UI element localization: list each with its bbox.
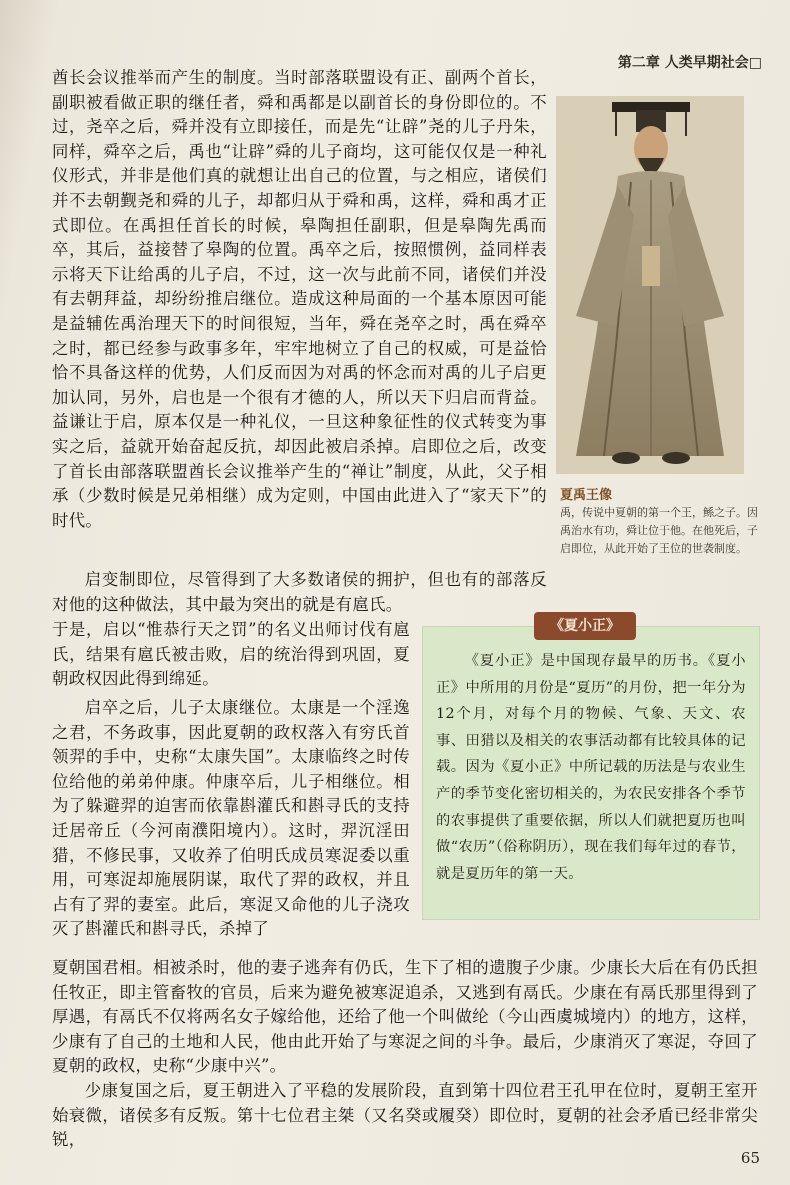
paragraph-3-narrow: 启卒之后，儿子太康继位。太康是一个淫逸之君，不务政事，因此夏朝的政权落入有穷氏首领羿的手中，史称“太康失国”。太康临终之时传位给他的弟弟仲康。仲康卒后，儿子相继位。相为了躲避羿的迫害而依靠斟灌氏和斟寻氏的支持迁居帝丘（今河南濮阳境内）。这时，羿沉淫田猎，不修民事，又收养了伯明氏成员寒浞委以重用，可寒浞却施展阴谋，取代了羿的政权，并且占有了羿的妻室。此后，寒浞又命他的儿子浇攻灭了斟灌氏和斟寻氏，杀掉了 <box>52 698 410 939</box>
bottom-text-block <box>52 956 758 1153</box>
paragraph-3-full: 夏朝国君相。相被杀时，他的妻子逃奔有仍氏，生下了相的遗腹子少康。少康长大后在有仍氏担任牧正，即主管畜牧的官员，后来为避免被寒浞追杀，又逃到有鬲氏。少康在有鬲氏那里得到了厚遇，有鬲氏不仅将两名女子嫁给他，还给了他一个叫做纶（今山西虞城境内）的地方，这样，少康有了自己的土地和人民，他由此开始了与寒浞之间的斗争。最后，少康消灭了寒浞，夺回了夏朝的政权，史称“少康中兴”。 <box>52 958 758 1076</box>
page-number: 65 <box>740 1149 760 1167</box>
portrait-caption-title: 夏禹王像 <box>560 488 613 503</box>
paragraph-2-full: 启变制即位，尽管得到了大多数诸侯的拥护，但也有的部落反对他的这种做法，其中最为突出的就是有扈氏。 <box>52 570 547 614</box>
chapter-header: 第二章 人类早期社会□ <box>617 55 762 71</box>
sidebox-text-block <box>436 648 746 887</box>
paragraph-1: 酋长会议推举而产生的制度。当时部落联盟设有正、副两个首长，副职被看做正职的继任者，舜和禹都是以副首长的身份即位的。不过，尧卒之后，舜并没有立即接任，而是先“让辟”尧的儿子丹朱，同样，舜卒之后，禹也“让辟”舜的儿子商均，这可能仅仅是一种礼仪形式，并非是他们真的就想让出自己的位置，与之相应，诸侯们并不去朝觐尧和舜的儿子，却都归从于舜和禹，这样，舜和禹才正式即位。在禹担任首长的时候，皋陶担任副职，但是皋陶先禹而卒，其后，益接替了皋陶的位置。禹卒之后，按照惯例，益同样表示将天下让给禹的儿子启，不过，这一次与此前不同，诸侯们并没有去朝拜益，却纷纷推启继位。造成这种局面的一个基本原因可能是益辅佐禹治理天下的时间很短，当年，舜在尧卒之时，禹在舜卒之时，都已经参与政事多年，牢牢地树立了自己的权威，可是益恰恰不具备这样的优势，人们反而因为对禹的怀念而对禹的儿子启更加认同，另外，启也是一个很有才德的人，所以天下归启而背益。益谦让于启，原本仅是一种礼仪，一旦这种象征性的仪式转变为事实之后，益就开始奋起反抗，却因此被启杀掉。启即位之后，改变了首长由部落联盟酋长会议推举产生的“禅让”制度，从此，父子相承（少数时候是兄弟相继）成为定则，中国由此进入了“家天下”的时代。 <box>52 68 547 530</box>
portrait-caption-text: 禹，传说中夏朝的第一个王，鲧之子。因禹治水有功，舜让位于他。在他死后，子启即位，从此开始了王位的世袭制度。 <box>560 506 758 555</box>
sidebox-title: 《夏小正》 <box>534 612 636 640</box>
paragraph-4: 少康复国之后，夏王朝进入了平稳的发展阶段，直到第十四位君王孔甲在位时，夏朝王室开始衰微，诸侯多有反叛。第十七位君主桀（又名癸或履癸）即位时，夏朝的社会矛盾已经非常尖锐， <box>52 1080 758 1150</box>
main-text-block <box>52 66 547 533</box>
paragraph-2-narrow: 于是，启以“惟恭行天之罚”的名义出师讨伐有扈氏，结果有扈氏被击败，启的统治得到巩固，夏朝政权因此得到绵延。 <box>52 620 410 689</box>
sidebox-paragraph: 《夏小正》是中国现存最早的历书。《夏小正》中所用的月份是“夏历”的月份，把一年分为12个月，对每个月的物候、气象、天文、农事、田猎以及相关的农事活动都有比较具体的记载。因为《夏小正》中所记载的历法是与农业生产的季节变化密切相关的，为农民安排各个季节的农事提供了重要依据，所以人们就把夏历也叫做“农历”（俗称阴历），现在我们每年过的春节，就是夏历年的第一天。 <box>436 653 746 882</box>
portrait-of-yu-image <box>556 96 744 474</box>
